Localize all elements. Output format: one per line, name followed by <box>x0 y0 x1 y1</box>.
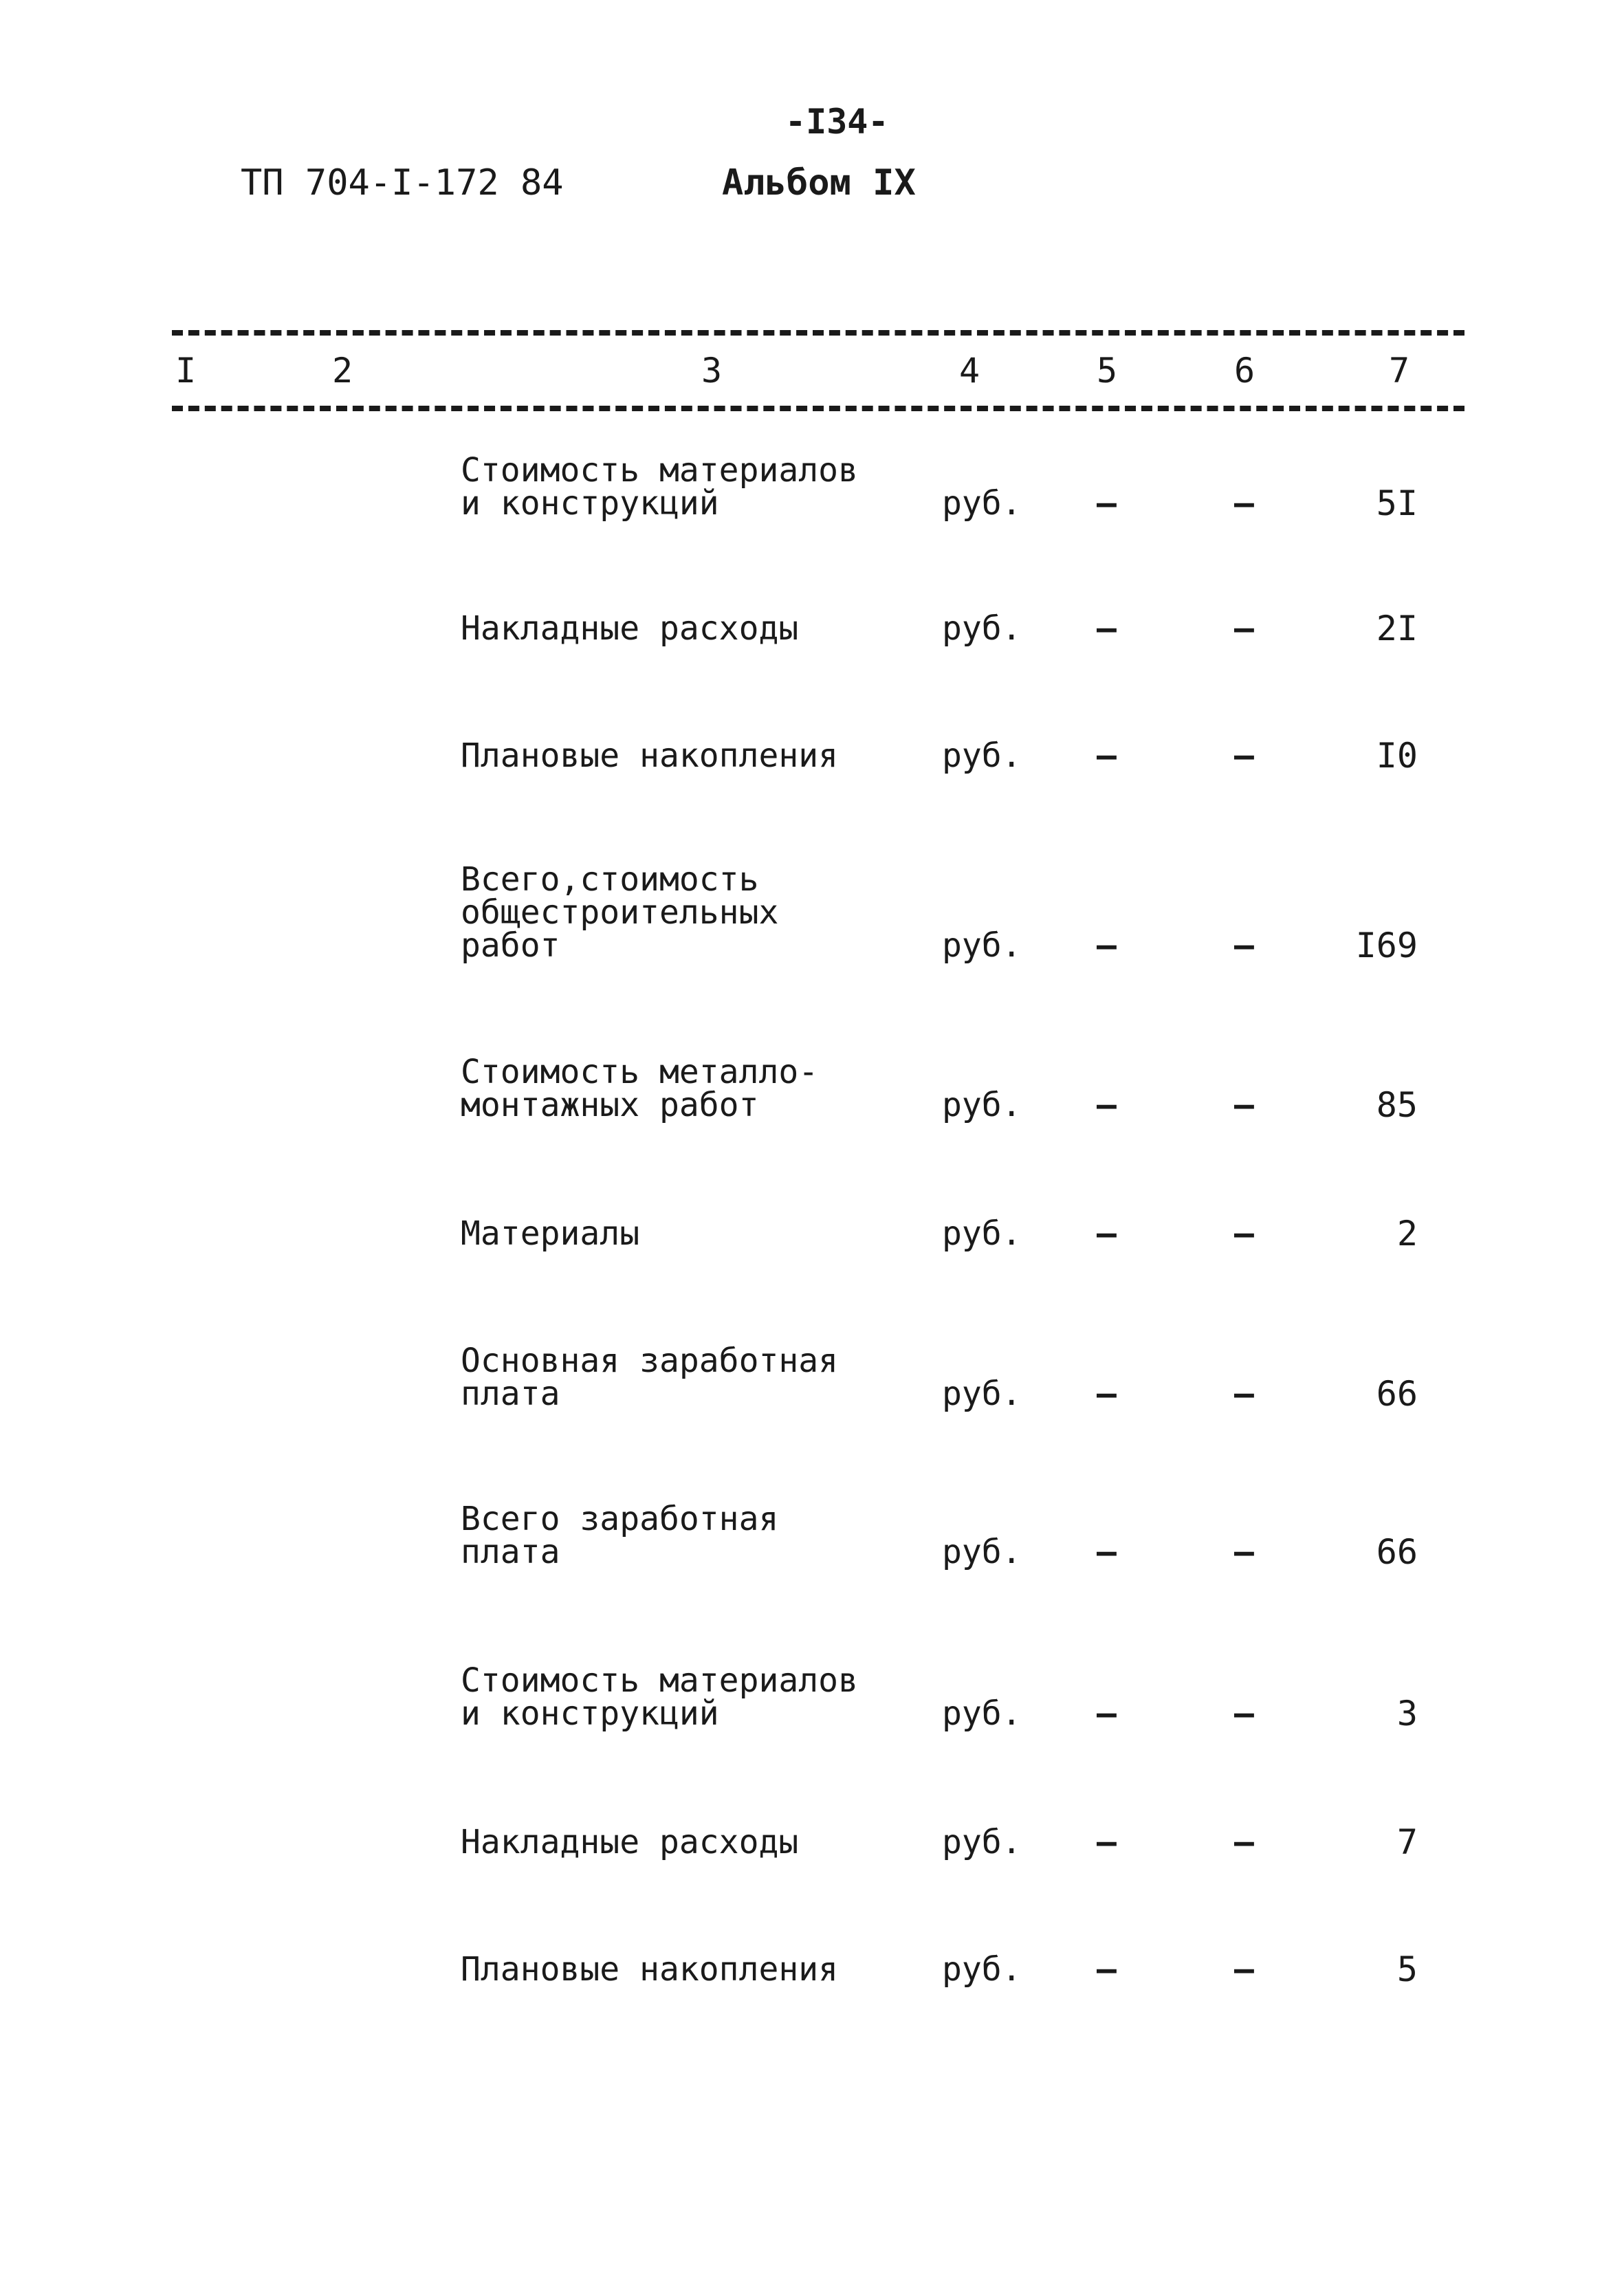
item-value: 7 <box>1396 1822 1418 1862</box>
column-6-dash: – <box>1234 609 1254 648</box>
item-unit: руб. <box>942 1086 1022 1124</box>
item-name: Накладные расходы <box>461 609 799 648</box>
column-header-3: 3 <box>701 351 723 391</box>
column-6-dash: – <box>1234 1823 1254 1861</box>
item-value: 66 <box>1376 1532 1418 1572</box>
item-unit: руб. <box>942 1823 1022 1861</box>
column-5-dash: – <box>1097 1823 1117 1861</box>
page-number: -I34- <box>785 102 889 142</box>
item-value: 66 <box>1376 1374 1418 1414</box>
item-unit: руб. <box>942 484 1022 523</box>
item-unit: руб. <box>942 1694 1022 1733</box>
column-6-dash: – <box>1234 736 1254 775</box>
column-header-5: 5 <box>1097 351 1118 391</box>
column-header-1: I <box>175 351 197 391</box>
column-5-dash: – <box>1097 926 1117 965</box>
item-value: 85 <box>1376 1085 1418 1125</box>
item-value: 3 <box>1396 1694 1418 1734</box>
item-unit: руб. <box>942 736 1022 775</box>
column-header-6: 6 <box>1234 351 1255 391</box>
table-rule-bottom <box>172 406 1464 411</box>
column-header-4: 4 <box>959 351 980 391</box>
item-unit: руб. <box>942 1375 1022 1413</box>
item-value: I69 <box>1355 926 1418 965</box>
column-6-dash: – <box>1234 1375 1254 1413</box>
column-6-dash: – <box>1234 1533 1254 1571</box>
item-name: Плановые накопления <box>461 1950 839 1989</box>
item-name: Всего заработная плата <box>461 1500 779 1571</box>
item-value: 2 <box>1396 1214 1418 1254</box>
item-value: 2I <box>1376 609 1418 648</box>
item-unit: руб. <box>942 1533 1022 1571</box>
document-code: ТП 704-I-172 84 <box>241 162 564 204</box>
item-name: Стоимость материалов и конструкций <box>461 451 858 523</box>
column-5-dash: – <box>1097 1694 1117 1733</box>
item-unit: руб. <box>942 1950 1022 1989</box>
album-label: Альбом IX <box>722 162 916 204</box>
column-5-dash: – <box>1097 736 1117 775</box>
column-5-dash: – <box>1097 1086 1117 1124</box>
column-6-dash: – <box>1234 1950 1254 1989</box>
item-unit: руб. <box>942 609 1022 648</box>
item-name: Основная заработная плата <box>461 1342 839 1413</box>
column-header-7: 7 <box>1389 351 1410 391</box>
item-value: I0 <box>1376 736 1418 776</box>
column-header-2: 2 <box>332 351 353 391</box>
item-name: Материалы <box>461 1214 640 1253</box>
column-5-dash: – <box>1097 1950 1117 1989</box>
item-name: Накладные расходы <box>461 1823 799 1861</box>
column-6-dash: – <box>1234 1694 1254 1733</box>
column-5-dash: – <box>1097 1533 1117 1571</box>
item-name: Всего,стоимость общестроительных работ <box>461 860 779 965</box>
column-6-dash: – <box>1234 1214 1254 1253</box>
item-value: 5I <box>1376 483 1418 523</box>
item-name: Стоимость металло- монтажных работ <box>461 1053 819 1124</box>
column-6-dash: – <box>1234 484 1254 523</box>
table-rule-top <box>172 330 1464 336</box>
column-5-dash: – <box>1097 1375 1117 1413</box>
item-unit: руб. <box>942 926 1022 965</box>
item-name: Стоимость материалов и конструкций <box>461 1661 858 1733</box>
item-name: Плановые накопления <box>461 736 839 775</box>
column-5-dash: – <box>1097 609 1117 648</box>
item-unit: руб. <box>942 1214 1022 1253</box>
column-6-dash: – <box>1234 1086 1254 1124</box>
column-6-dash: – <box>1234 926 1254 965</box>
column-5-dash: – <box>1097 484 1117 523</box>
item-value: 5 <box>1396 1949 1418 1989</box>
column-5-dash: – <box>1097 1214 1117 1253</box>
